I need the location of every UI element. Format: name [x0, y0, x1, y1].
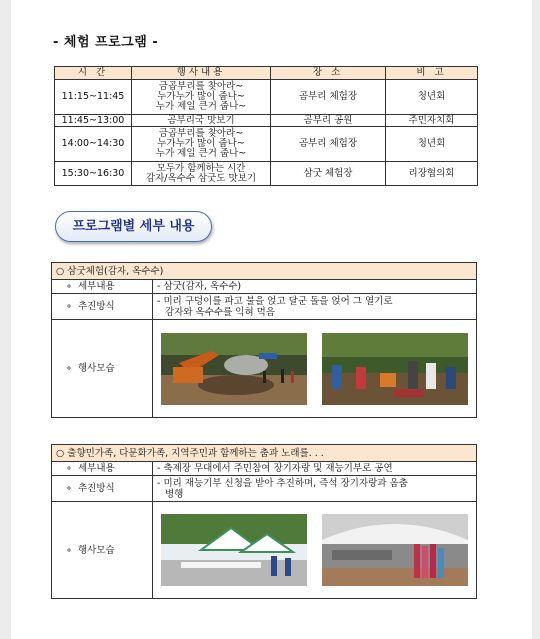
- photos-row: [52, 502, 477, 599]
- photo-strip: [153, 320, 476, 417]
- method-line: - 미리 재능기부 신청을 받아 추진하며, 즉석 장기자랑과 옴춤: [157, 477, 408, 489]
- row-note: 청년회: [386, 127, 478, 162]
- program-heading: ○ 삼굿체험(감자, 옥수수): [52, 263, 477, 280]
- detail-row: [52, 462, 477, 476]
- photo-strip: [153, 502, 476, 598]
- bullet: ∘: [66, 301, 72, 312]
- row-place: 삼굿 체험장: [271, 162, 386, 186]
- content-line: 금곱부리를 찾아라~: [158, 81, 244, 92]
- row-content: [132, 162, 271, 186]
- row-place: 곰부리 체험장: [271, 127, 386, 162]
- bullet: ∘: [66, 483, 72, 494]
- row-time: 11:15~11:45: [55, 80, 132, 115]
- content-line: 누가 제일 큰거 줍나~: [155, 148, 247, 159]
- excavator-photo: [161, 333, 307, 405]
- detail-row: [52, 280, 477, 294]
- schedule-row: [55, 115, 478, 127]
- stage-performance-photo: [322, 514, 468, 586]
- bullet: ∘: [66, 544, 72, 556]
- photos-label: [52, 502, 153, 599]
- row-content: [132, 127, 271, 162]
- photos-label: [52, 320, 153, 418]
- label-text: 행사모습: [78, 363, 115, 374]
- row-time: 11:45~13:00: [55, 115, 132, 127]
- content-line: 곰부리국 맛보기: [167, 114, 235, 126]
- row-note: 리장협의회: [386, 162, 478, 186]
- program-heading-row: [52, 263, 477, 280]
- photos-row: [52, 320, 477, 418]
- method-label: [52, 294, 153, 320]
- method-row: [52, 294, 477, 320]
- bullet: ∘: [66, 463, 72, 474]
- row-time: 14:00~14:30: [55, 127, 132, 162]
- method-value: [153, 294, 477, 320]
- photos-cell: [153, 502, 477, 599]
- content-line: 누가 제일 큰거 줍나~: [155, 101, 247, 112]
- header-content: 행사내용: [132, 67, 271, 80]
- detail-label: [52, 280, 153, 294]
- photos-cell: [153, 320, 477, 418]
- header-time: 시 간: [55, 67, 132, 80]
- row-note: 청년회: [386, 80, 478, 115]
- program-details-badge: 프로그램별 세부 내용: [55, 211, 212, 242]
- row-content: [132, 115, 271, 127]
- content-line: 감자/옥수수 삼굿도 맛보기: [145, 172, 257, 184]
- program-table-2: [51, 444, 477, 599]
- row-note: 주민자치회: [386, 115, 478, 127]
- detail-value: - 축제장 무대에서 주민참여 장기자랑 및 재능기부로 공연: [153, 462, 477, 476]
- row-time: 15:30~16:30: [55, 162, 132, 186]
- label-text: 세부내용: [78, 281, 115, 292]
- row-place: 곰부리 공원: [271, 115, 386, 127]
- content-line: 누가누가 많이 줍나~: [157, 91, 245, 102]
- detail-label: [52, 462, 153, 476]
- method-line: 감자와 옥수수를 익혀 먹음: [165, 306, 276, 318]
- label-text: 행사모습: [78, 544, 115, 556]
- schedule-table: [54, 66, 478, 186]
- content-line: 모두가 함께하는 시간: [156, 162, 246, 174]
- method-line: 병행: [165, 488, 184, 500]
- content-line: 금곱부리를 찾아라~: [158, 128, 244, 139]
- section-title: - 체험 프로그램 -: [53, 35, 159, 50]
- header-note: 비 고: [386, 67, 478, 80]
- bullet: ∘: [66, 363, 72, 374]
- program-heading: ○ 출향민가족, 다문화가족, 지역주민과 함께하는 춤과 노래를. . .: [52, 445, 477, 462]
- schedule-header-row: [55, 67, 478, 80]
- program-table-1: [51, 262, 477, 418]
- method-line: - 미리 구덩이를 파고 불을 얹고 달군 돌을 얹어 그 열기로: [157, 295, 393, 307]
- label-text: 세부내용: [78, 463, 115, 474]
- label-text: 추진방식: [78, 483, 115, 494]
- bullet: ∘: [66, 281, 72, 292]
- schedule-row: [55, 127, 478, 162]
- method-value: [153, 476, 477, 502]
- method-label: [52, 476, 153, 502]
- schedule-row: [55, 162, 478, 186]
- method-row: [52, 476, 477, 502]
- header-place: 장 소: [271, 67, 386, 80]
- row-content: [132, 80, 271, 115]
- row-place: 곰부리 체험장: [271, 80, 386, 115]
- label-text: 추진방식: [78, 301, 115, 312]
- tent-festival-photo: [161, 514, 307, 586]
- schedule-row: [55, 80, 478, 115]
- content-line: 누가누가 많이 줍나~: [157, 138, 245, 149]
- detail-value: - 삼굿(감자, 옥수수): [153, 280, 477, 294]
- crowd-photo: [322, 333, 468, 405]
- program-heading-row: [52, 445, 477, 462]
